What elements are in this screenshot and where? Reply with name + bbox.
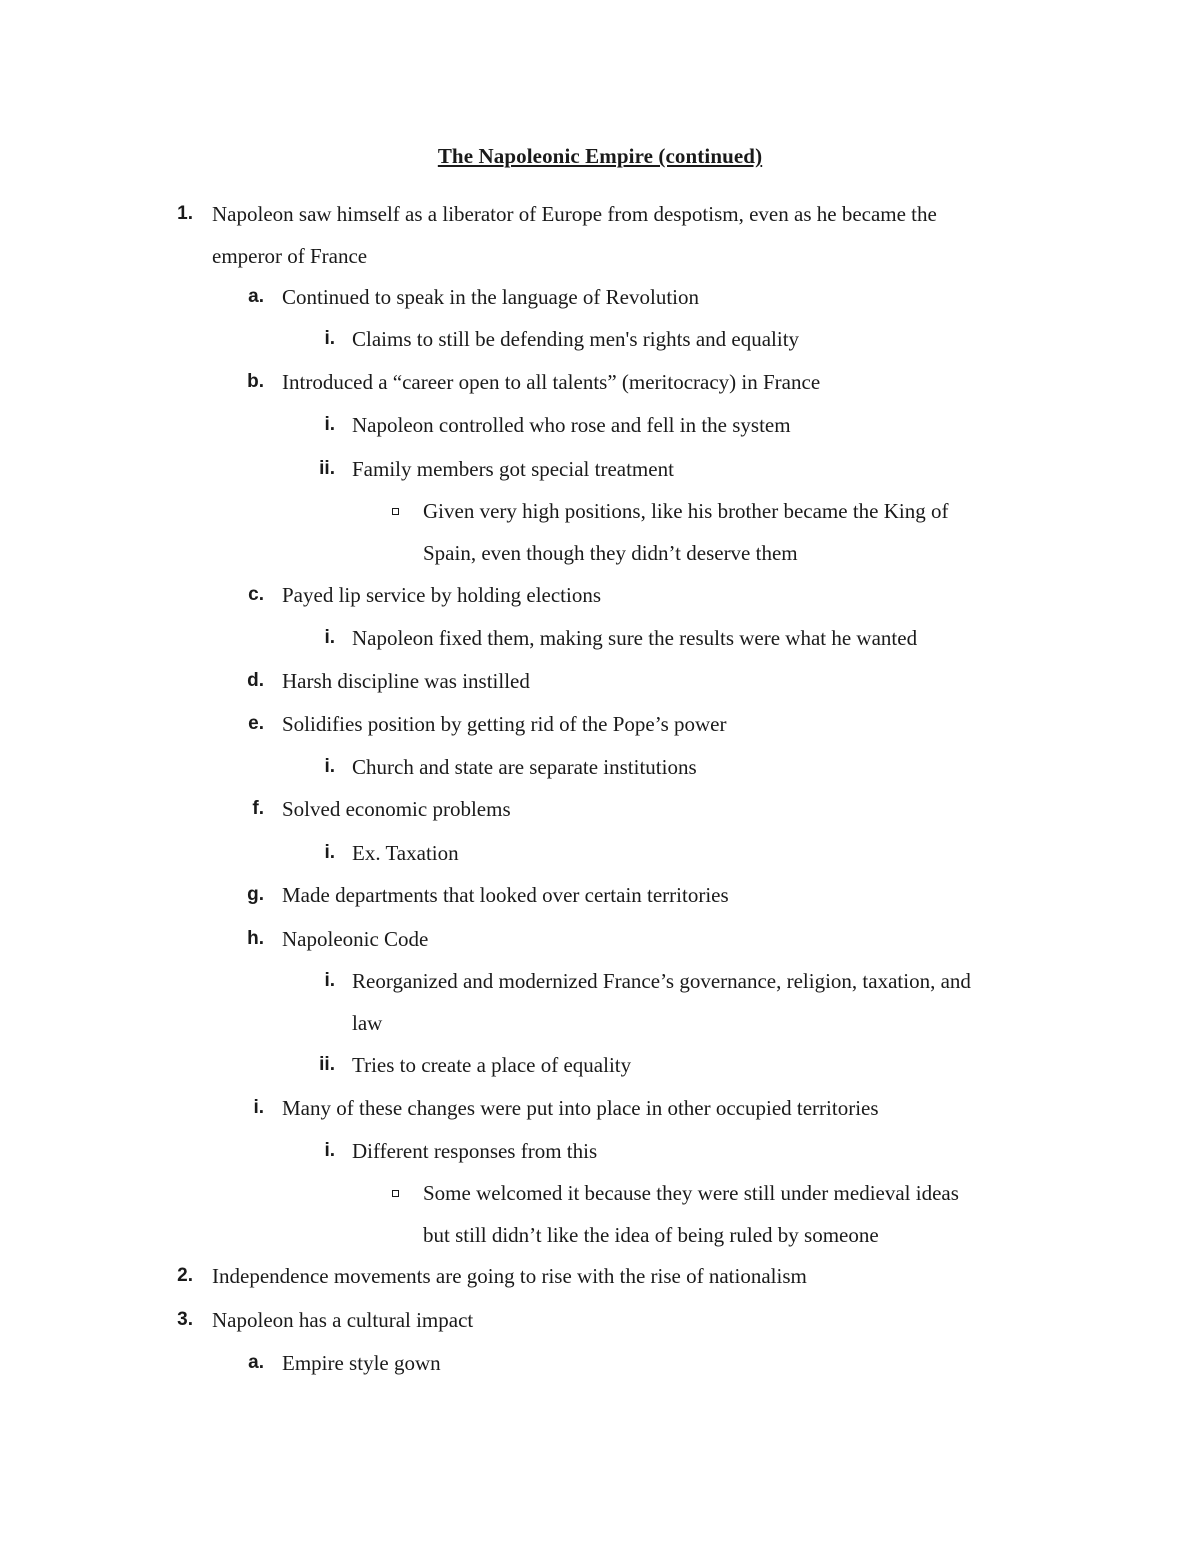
list-marker: i. — [324, 414, 335, 435]
list-marker: i. — [324, 328, 335, 349]
list-item-text: Church and state are separate institutions — [352, 755, 697, 779]
list-item-text: Solved economic problems — [282, 797, 511, 821]
list-marker: i. — [324, 627, 335, 648]
list-item-text: Continued to speak in the language of Revolution — [282, 285, 700, 309]
list-marker: i. — [324, 1140, 335, 1161]
list-item-text: Harsh discipline was instilled — [282, 669, 530, 693]
list-item-text: but still didn’t like the idea of being ruled by someone — [423, 1223, 879, 1247]
list-item-text: Solidifies position by getting rid of the Pope’s power — [282, 712, 727, 736]
list-marker: b. — [247, 371, 264, 392]
list-item-text: Ex. Taxation — [352, 841, 459, 865]
list-item-text: law — [352, 1011, 383, 1035]
list-marker: d. — [247, 670, 264, 691]
list-marker: 1. — [177, 203, 193, 224]
list-item-text: Payed lip service by holding elections — [282, 583, 602, 607]
list-item-text: Napoleon saw himself as a liberator of Europe from despotism, even as he became the — [212, 202, 937, 226]
list-item-text: Napoleon fixed them, making sure the results were what he wanted — [352, 626, 918, 650]
list-marker: h. — [247, 928, 264, 949]
list-item-text: Many of these changes were put into place in other occupied territories — [282, 1096, 879, 1120]
list-marker: ii. — [319, 458, 335, 479]
list-marker: 3. — [177, 1309, 193, 1330]
list-marker: g. — [247, 884, 264, 905]
list-item-text: Claims to still be defending men's rights and equality — [352, 327, 800, 351]
list-item-text: Different responses from this — [352, 1139, 598, 1163]
list-marker: c. — [248, 584, 264, 605]
list-item-text: Family members got special treatment — [352, 457, 674, 481]
list-marker: i. — [324, 756, 335, 777]
list-marker: a. — [248, 286, 264, 307]
list-marker: f. — [252, 798, 264, 819]
list-item-text: Reorganized and modernized France’s governance, religion, taxation, and — [352, 969, 971, 993]
list-marker: i. — [324, 842, 335, 863]
list-marker: 2. — [177, 1265, 193, 1286]
list-marker: i. — [324, 970, 335, 991]
document-title: The Napoleonic Empire (continued) — [437, 144, 763, 168]
list-marker: e. — [248, 713, 264, 734]
list-item-text: Empire style gown — [282, 1351, 441, 1375]
list-item-text: Some welcomed it because they were still under medieval ideas — [423, 1181, 959, 1205]
list-marker: a. — [248, 1352, 264, 1373]
list-marker: i. — [253, 1097, 264, 1118]
list-item-text: Made departments that looked over certain territories — [282, 883, 729, 907]
list-item-text: Given very high positions, like his brother became the King of — [423, 499, 949, 523]
list-marker: ii. — [319, 1054, 335, 1075]
list-item-text: Tries to create a place of equality — [352, 1053, 632, 1077]
square-bullet-icon — [392, 1190, 399, 1197]
list-item-text: emperor of France — [212, 244, 368, 268]
list-item-text: Napoleonic Code — [282, 927, 429, 951]
list-item-text: Independence movements are going to rise with the rise of nationalism — [212, 1264, 807, 1288]
list-item-text: Napoleon has a cultural impact — [212, 1308, 474, 1332]
square-bullet-icon — [392, 508, 399, 515]
list-item-text: Napoleon controlled who rose and fell in the system — [352, 413, 791, 437]
list-item-text: Introduced a “career open to all talents” (meritocracy) in France — [282, 370, 821, 394]
list-item-text: Spain, even though they didn’t deserve them — [423, 541, 798, 565]
